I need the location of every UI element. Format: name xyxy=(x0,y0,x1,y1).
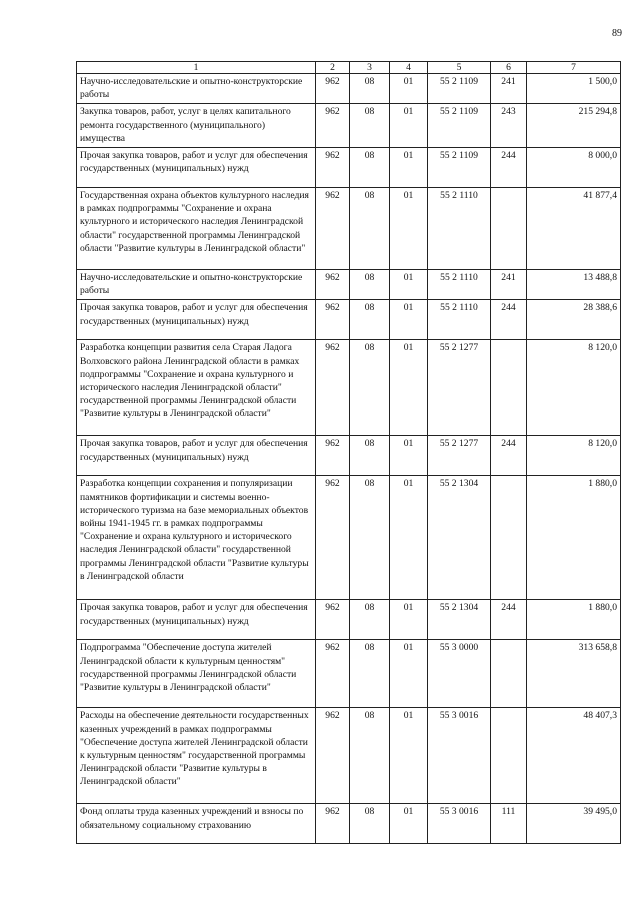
row-amount-cell: 8 120,0 xyxy=(527,436,621,476)
row-name-cell: Разработка концепции развития села Старая Ладога Волховского района Ленинградской области в рамках подпрограммы "Сохранение и охрана культурного и исторического наследия Ленинградской области" государственной программы Ленинградской области "Развитие культуры в Ленинградской области" xyxy=(77,340,316,436)
row-expense-type-cell xyxy=(491,188,527,270)
row-subsection-cell: 01 xyxy=(390,148,428,188)
row-subsection-cell: 01 xyxy=(390,300,428,340)
row-target-code-cell: 55 2 1277 xyxy=(428,340,491,436)
row-expense-type-cell: 244 xyxy=(491,300,527,340)
row-section-cell: 08 xyxy=(350,436,390,476)
row-target-code-cell: 55 2 1109 xyxy=(428,74,491,104)
row-target-code-cell: 55 2 1110 xyxy=(428,270,491,300)
row-subsection-cell: 01 xyxy=(390,708,428,804)
row-subsection-cell: 01 xyxy=(390,436,428,476)
row-expense-type-cell: 241 xyxy=(491,74,527,104)
row-subsection-cell: 01 xyxy=(390,74,428,104)
header-col-4: 4 xyxy=(390,62,428,74)
row-ved-cell: 962 xyxy=(316,148,350,188)
row-ved-cell: 962 xyxy=(316,270,350,300)
row-expense-type-cell: 244 xyxy=(491,436,527,476)
row-target-code-cell: 55 2 1110 xyxy=(428,188,491,270)
row-section-cell: 08 xyxy=(350,188,390,270)
row-target-code-cell: 55 2 1109 xyxy=(428,148,491,188)
row-amount-cell: 13 488,8 xyxy=(527,270,621,300)
page-number: 89 xyxy=(612,28,622,39)
row-ved-cell: 962 xyxy=(316,188,350,270)
row-subsection-cell: 01 xyxy=(390,476,428,600)
row-amount-cell: 8 000,0 xyxy=(527,148,621,188)
row-subsection-cell: 01 xyxy=(390,804,428,844)
row-section-cell: 08 xyxy=(350,708,390,804)
row-name-cell: Закупка товаров, работ, услуг в целях капитального ремонта государственного (муниципального) имущества xyxy=(77,104,316,148)
row-ved-cell: 962 xyxy=(316,804,350,844)
row-expense-type-cell xyxy=(491,708,527,804)
row-section-cell: 08 xyxy=(350,476,390,600)
row-target-code-cell: 55 3 0000 xyxy=(428,640,491,708)
table-body xyxy=(77,74,621,844)
row-section-cell: 08 xyxy=(350,804,390,844)
row-expense-type-cell xyxy=(491,340,527,436)
row-expense-type-cell: 244 xyxy=(491,600,527,640)
row-target-code-cell: 55 2 1304 xyxy=(428,600,491,640)
row-subsection-cell: 01 xyxy=(390,270,428,300)
row-target-code-cell: 55 2 1277 xyxy=(428,436,491,476)
row-ved-cell: 962 xyxy=(316,708,350,804)
table-row xyxy=(77,74,621,104)
table-row xyxy=(77,300,621,340)
row-section-cell: 08 xyxy=(350,600,390,640)
header-row xyxy=(77,62,621,74)
table-row xyxy=(77,436,621,476)
row-amount-cell: 215 294,8 xyxy=(527,104,621,148)
row-name-cell: Государственная охрана объектов культурного наследия в рамках подпрограммы "Сохранение и охрана культурного и исторического наследия Ленинградской области" государственной программы Ленинградской области "Развитие культуры в Ленинградской области" xyxy=(77,188,316,270)
row-ved-cell: 962 xyxy=(316,476,350,600)
table-row xyxy=(77,148,621,188)
row-section-cell: 08 xyxy=(350,340,390,436)
row-name-cell: Расходы на обеспечение деятельности государственных казенных учреждений в рамках подпрограммы "Обеспечение доступа жителей Ленинградской области к культурным ценностям" государственной программы Ленинградской области "Развитие культуры в Ленинградской области" xyxy=(77,708,316,804)
header-col-6: 6 xyxy=(491,62,527,74)
row-expense-type-cell xyxy=(491,476,527,600)
row-name-cell: Разработка концепции сохранения и популяризации памятников фортификации и системы военно-исторического туризма на базе мемориальных объектов войны 1941-1945 гг. в рамках подпрограммы "Сохранение и охрана культурного и исторического наследия Ленинградской области" государственной программы Ленинградской области "Развитие культуры в Ленинградской области xyxy=(77,476,316,600)
row-subsection-cell: 01 xyxy=(390,340,428,436)
row-name-cell: Фонд оплаты труда казенных учреждений и взносы по обязательному социальному страхованию xyxy=(77,804,316,844)
table-row xyxy=(77,476,621,600)
row-section-cell: 08 xyxy=(350,104,390,148)
table-row xyxy=(77,104,621,148)
row-amount-cell: 1 880,0 xyxy=(527,476,621,600)
row-subsection-cell: 01 xyxy=(390,640,428,708)
row-name-cell: Подпрограмма "Обеспечение доступа жителей Ленинградской области к культурным ценностям" государственной программы Ленинградской области "Развитие культуры в Ленинградской области" xyxy=(77,640,316,708)
table-row xyxy=(77,708,621,804)
row-expense-type-cell: 111 xyxy=(491,804,527,844)
budget-table xyxy=(76,61,621,844)
row-amount-cell: 39 495,0 xyxy=(527,804,621,844)
header-col-5: 5 xyxy=(428,62,491,74)
row-section-cell: 08 xyxy=(350,300,390,340)
row-section-cell: 08 xyxy=(350,640,390,708)
row-ved-cell: 962 xyxy=(316,436,350,476)
row-amount-cell: 28 388,6 xyxy=(527,300,621,340)
header-col-1: 1 xyxy=(77,62,316,74)
row-section-cell: 08 xyxy=(350,148,390,188)
row-amount-cell: 8 120,0 xyxy=(527,340,621,436)
row-target-code-cell: 55 2 1109 xyxy=(428,104,491,148)
row-target-code-cell: 55 2 1110 xyxy=(428,300,491,340)
row-amount-cell: 48 407,3 xyxy=(527,708,621,804)
header-col-3: 3 xyxy=(350,62,390,74)
row-amount-cell: 41 877,4 xyxy=(527,188,621,270)
row-section-cell: 08 xyxy=(350,74,390,104)
table-header xyxy=(77,62,621,74)
row-expense-type-cell: 241 xyxy=(491,270,527,300)
row-name-cell: Прочая закупка товаров, работ и услуг для обеспечения государственных (муниципальных) нужд xyxy=(77,436,316,476)
header-col-2: 2 xyxy=(316,62,350,74)
row-subsection-cell: 01 xyxy=(390,188,428,270)
row-ved-cell: 962 xyxy=(316,74,350,104)
row-target-code-cell: 55 2 1304 xyxy=(428,476,491,600)
row-amount-cell: 1 500,0 xyxy=(527,74,621,104)
row-ved-cell: 962 xyxy=(316,340,350,436)
row-amount-cell: 313 658,8 xyxy=(527,640,621,708)
row-name-cell: Прочая закупка товаров, работ и услуг для обеспечения государственных (муниципальных) нужд xyxy=(77,600,316,640)
table-row xyxy=(77,270,621,300)
row-subsection-cell: 01 xyxy=(390,104,428,148)
row-subsection-cell: 01 xyxy=(390,600,428,640)
row-ved-cell: 962 xyxy=(316,600,350,640)
row-target-code-cell: 55 3 0016 xyxy=(428,804,491,844)
row-amount-cell: 1 880,0 xyxy=(527,600,621,640)
row-ved-cell: 962 xyxy=(316,640,350,708)
table-row xyxy=(77,340,621,436)
row-ved-cell: 962 xyxy=(316,300,350,340)
table-row xyxy=(77,188,621,270)
row-name-cell: Научно-исследовательские и опытно-конструкторские работы xyxy=(77,270,316,300)
row-expense-type-cell: 244 xyxy=(491,148,527,188)
row-expense-type-cell: 243 xyxy=(491,104,527,148)
row-expense-type-cell xyxy=(491,640,527,708)
table-row xyxy=(77,640,621,708)
row-name-cell: Научно-исследовательские и опытно-конструкторские работы xyxy=(77,74,316,104)
header-col-7: 7 xyxy=(527,62,621,74)
row-name-cell: Прочая закупка товаров, работ и услуг для обеспечения государственных (муниципальных) нужд xyxy=(77,300,316,340)
row-target-code-cell: 55 3 0016 xyxy=(428,708,491,804)
row-name-cell: Прочая закупка товаров, работ и услуг для обеспечения государственных (муниципальных) нужд xyxy=(77,148,316,188)
table-row xyxy=(77,600,621,640)
page-bottom-margin xyxy=(76,838,620,846)
row-ved-cell: 962 xyxy=(316,104,350,148)
row-section-cell: 08 xyxy=(350,270,390,300)
